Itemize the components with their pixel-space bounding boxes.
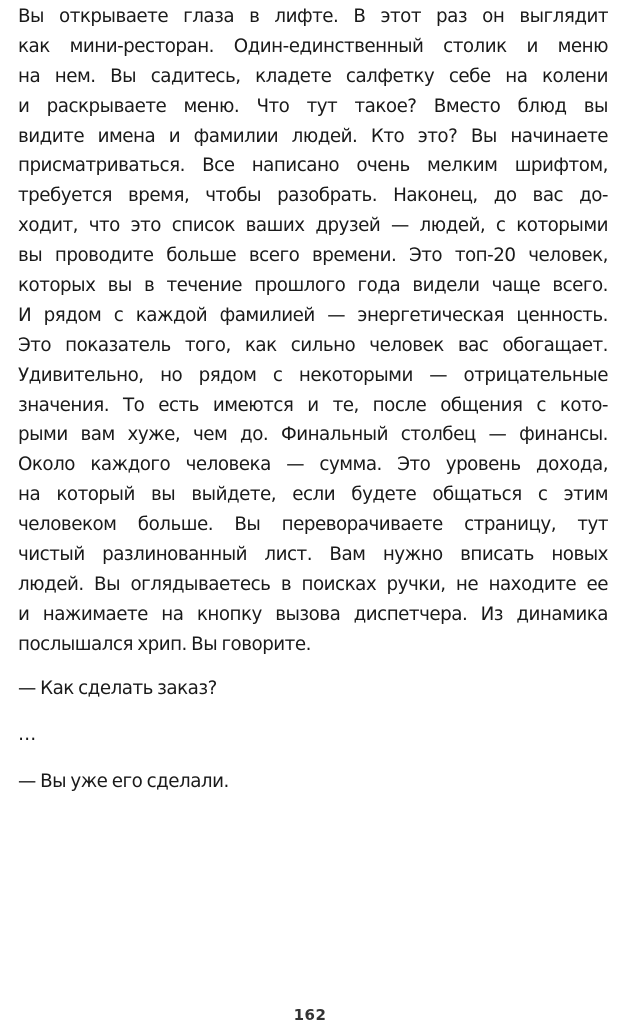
- text-line: людей. Вы оглядываетесь в поисках ручки, не находите ее: [18, 573, 608, 595]
- text-line: видите имена и фамилии людей. Кто это? Вы начинаете: [18, 125, 608, 147]
- dialogue-line: — Как сделать заказ?: [18, 677, 217, 699]
- page-number: 162: [293, 1006, 327, 1024]
- body-text: [18, 2, 608, 797]
- text-line: послышался хрип. Вы говорите.: [18, 633, 311, 655]
- text-line: на нем. Вы садитесь, кладете салфетку себе на колени: [18, 65, 608, 87]
- text-line: И рядом с каждой фамилией — энергетическая ценность.: [18, 304, 608, 326]
- dialogue-line: — Вы уже его сделали.: [18, 771, 229, 793]
- text-line: на который вы выйдете, если будете общаться с этим: [18, 484, 608, 506]
- text-line: рыми вам хуже, чем до. Финальный столбец — финансы.: [18, 424, 608, 446]
- text-line: человеком больше. Вы переворачиваете страницу, тут: [18, 514, 608, 536]
- text-line: значения. То есть имеются и те, после общения с кото-: [18, 394, 608, 416]
- text-line: вы проводите больше всего времени. Это топ-20 человек,: [18, 245, 608, 267]
- text-line: Это показатель того, как сильно человек вас обогащает.: [18, 334, 608, 356]
- text-line: ходит, что это список ваших друзей — людей, с которыми: [18, 215, 608, 237]
- text-line: Вы открываете глаза в лифте. В этот раз он выглядит: [18, 6, 608, 27]
- text-line: и раскрываете меню. Что тут такое? Вместо блюд вы: [18, 95, 608, 117]
- text-line: требуется время, чтобы разобрать. Наконец, до вас до-: [18, 185, 608, 207]
- text-line: чистый разлинованный лист. Вам нужно вписать новых: [18, 544, 608, 566]
- text-line: Около каждого человека — сумма. Это уровень дохода,: [18, 454, 608, 476]
- text-line: которых вы в течение прошлого года видели чаще всего.: [18, 275, 608, 297]
- text-line: Удивительно, но рядом с некоторыми — отрицательные: [18, 364, 608, 386]
- text-line: присматриваться. Все написано очень мелким шрифтом,: [18, 155, 608, 177]
- text-line: как мини-ресторан. Один-единственный столик и меню: [18, 35, 608, 57]
- text-line: и нажимаете на кнопку вызова диспетчера. Из динамика: [18, 603, 608, 625]
- dialogue-ellipsis: …: [18, 724, 36, 746]
